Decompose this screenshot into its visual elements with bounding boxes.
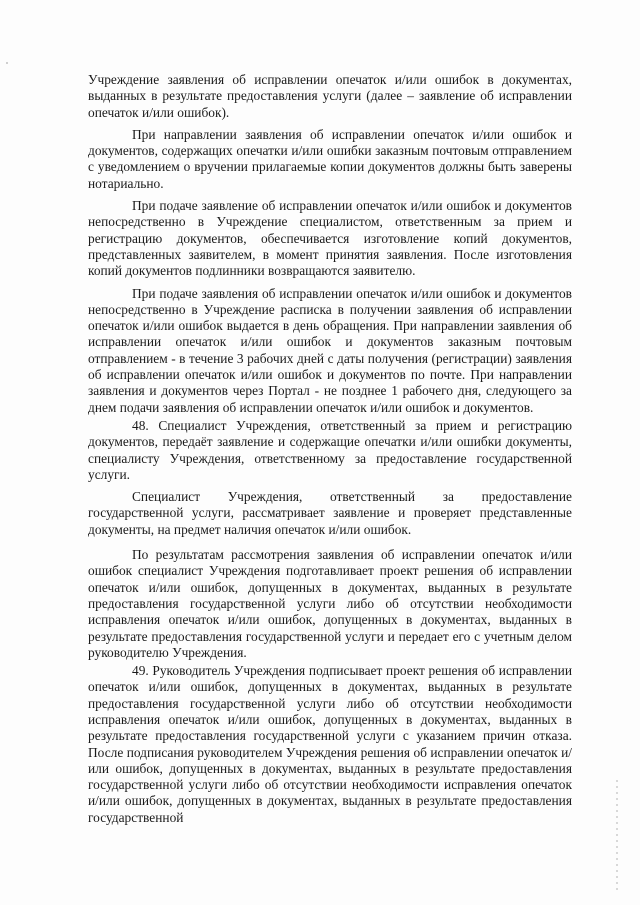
scan-artifact bbox=[6, 62, 8, 64]
paragraph-2: При направлении заявления об исправлении опечаток и/или ошибок и документов, содержащих опечатки и/или ошибки заказным почтовым отправлением с уведомлением о вручении прилагаемые копии документов должны быть заверены нотариально. bbox=[88, 126, 572, 191]
paragraph-48: 48. Специалист Учреждения, ответственный за прием и регистрацию документов, передаёт заявление и содержащие опечатки и/или ошибки документы, специалисту Учреждения, ответственному за предоставление государственной услуги. bbox=[88, 417, 572, 482]
paragraph-6: По результатам рассмотрения заявления об исправлении опечаток и/или ошибок специалист Учреждения подготавливает проект решения об исправлении опечаток и/или ошибок, допущенных в документах, выданных в результате предоставления государственной услуги либо об отсутствии необходимости исправления опечаток и/или ошибок, допущенных в документах, выданных в результате предоставления государственной услуги и передает его с учетным делом руководителю Учреждения. bbox=[88, 547, 572, 660]
scan-margin-artifact bbox=[616, 780, 618, 890]
paragraph-1: Учреждение заявления об исправлении опечаток и/или ошибок в документах, выданных в результате предоставления услуги (далее – заявление об исправлении опечаток и/или ошибок). bbox=[88, 72, 572, 120]
paragraph-3: При подаче заявление об исправлении опечаток и/или ошибок и документов непосредственно в Учреждение специалистом, ответственным за прием и регистрацию документов, обеспечивается изготовление копий документов, представленных заявителем, в момент принятия заявления. После изготовления копий документов подлинники возвращаются заявителю. bbox=[88, 198, 572, 279]
paragraph-5: Специалист Учреждения, ответственный за предоставление государственной услуги, рассматривает заявление и проверяет представленные документы, на предмет наличия опечаток и/или ошибок. bbox=[88, 489, 572, 537]
document-body bbox=[88, 72, 572, 826]
paragraph-49: 49. Руководитель Учреждения подписывает проект решения об исправлении опечаток и/или ошибок, допущенных в документах, выданных в результате предоставления государственной услуги либо об отсутствии необходимости исправления опечаток и/или ошибок, допущенных в документах, выданных в результате предоставления государственной услуги с указанием причин отказа. После подписания руководителем Учреждения решения об исправлении опечаток и/или ошибок, допущенных в документах, выданных в результате предоставления государственной услуги либо об отсутствии необходимости исправления опечаток и/или ошибок, допущенных в документах, выданных в результате предоставления государственной bbox=[88, 663, 572, 825]
paragraph-4: При подаче заявления об исправлении опечаток и/или ошибок и документов непосредственно в Учреждение расписка в получении заявления об исправлении опечаток и/или ошибок выдается в день обращения. При направлении заявления об исправлении опечаток и/или ошибок и документов заказным почтовым отправлением - в течение 3 рабочих дней с даты получения (регистрации) заявления об исправлении опечаток и/или ошибок и документов по почте. При направлении заявления и документов через Портал - не позднее 1 рабочего дня, следующего за днем подачи заявления об исправлении опечаток и/или ошибок и документов. bbox=[88, 285, 572, 415]
